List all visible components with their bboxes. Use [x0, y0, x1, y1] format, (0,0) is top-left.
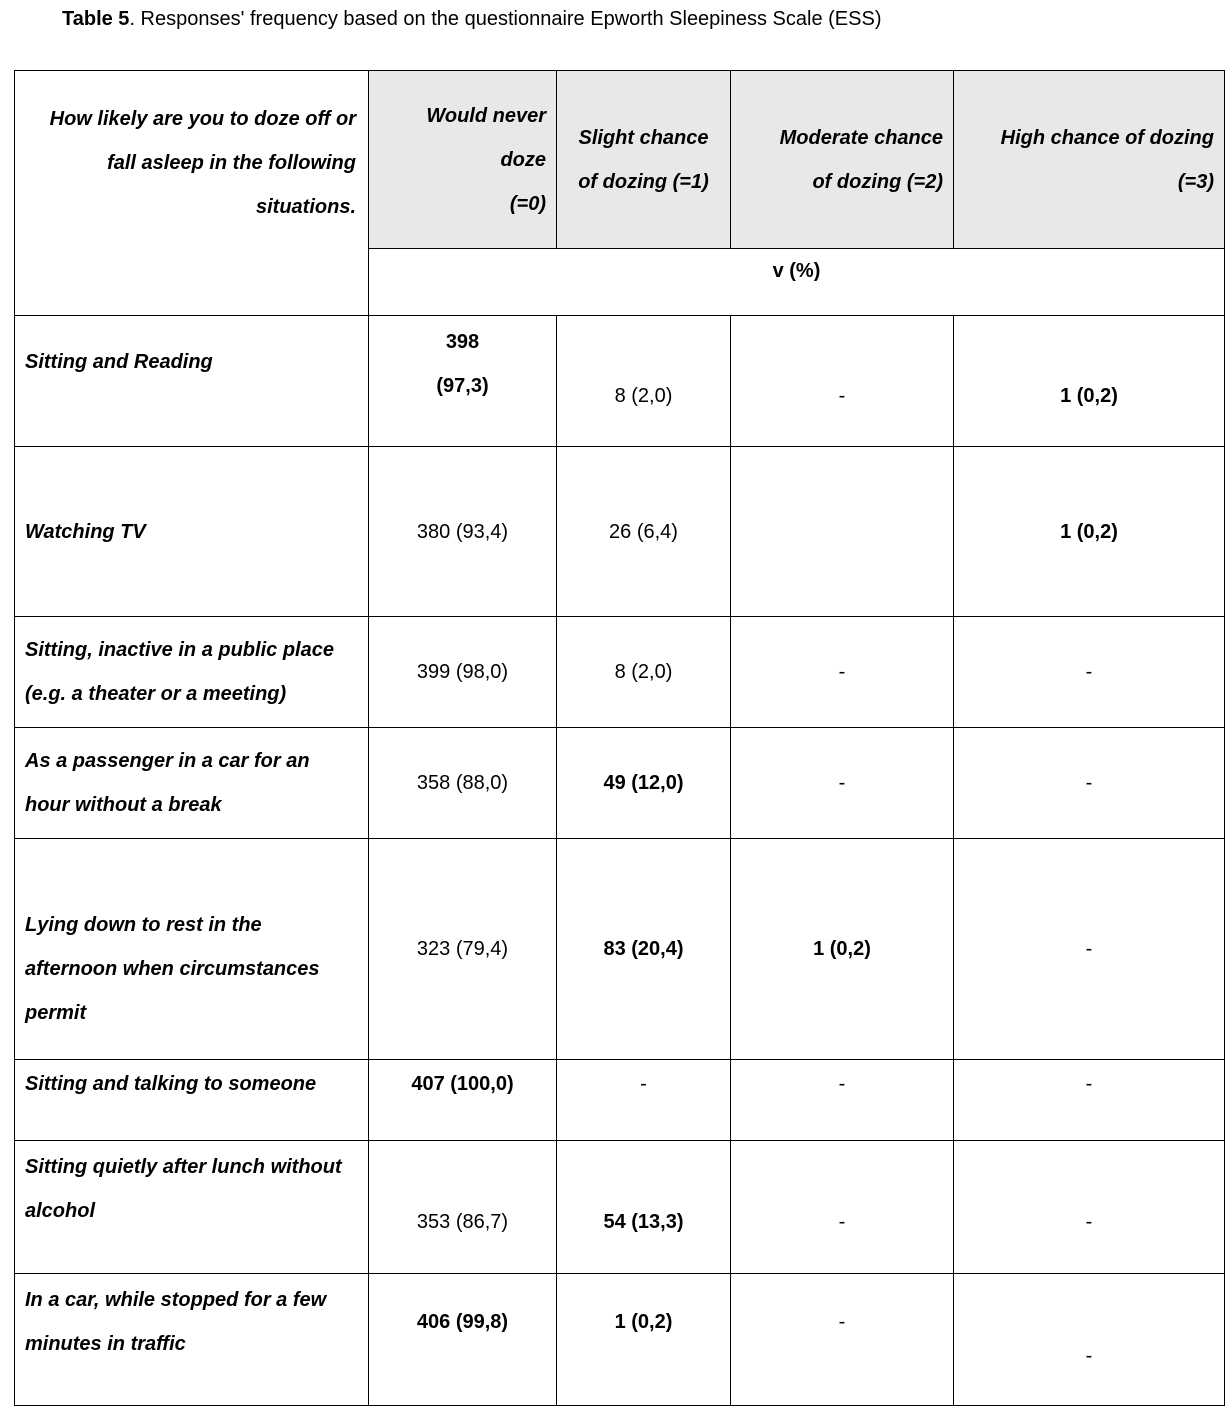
row-item: Sitting, inactive in a public place (e.g. a theater or a meeting): [15, 617, 369, 728]
cell-never: 407 (100,0): [369, 1060, 557, 1141]
cell-moderate: -: [731, 1274, 954, 1406]
table-row: [15, 839, 1225, 1060]
cell-slight: 49 (12,0): [557, 728, 731, 839]
cell-moderate: -: [731, 728, 954, 839]
cell-high: -: [954, 1274, 1225, 1406]
cell-slight: 83 (20,4): [557, 839, 731, 1060]
table-row: [15, 1141, 1225, 1274]
row-item: Sitting and Reading: [15, 316, 369, 447]
cell-moderate: [731, 447, 954, 617]
table-row: [15, 728, 1225, 839]
cell-slight: -: [557, 1060, 731, 1141]
row-item: Sitting quietly after lunch without alcohol: [15, 1141, 369, 1274]
cell-slight: 54 (13,3): [557, 1141, 731, 1274]
cell-never: 358 (88,0): [369, 728, 557, 839]
header-high-line1: High chance of dozing: [1000, 126, 1214, 149]
cell-moderate: -: [731, 617, 954, 728]
header-never: [369, 71, 557, 249]
cell-high: 1 (0,2): [954, 447, 1225, 617]
cell-moderate: -: [731, 316, 954, 447]
cell-moderate: -: [731, 1141, 954, 1274]
table-row: [15, 1060, 1225, 1141]
cell-never: 399 (98,0): [369, 617, 557, 728]
header-row: [15, 71, 1225, 249]
header-moderate: [731, 71, 954, 249]
cell-never: 406 (99,8): [369, 1274, 557, 1406]
header-moderate-line2: of dozing (=2): [812, 170, 943, 193]
header-never-line1: Would never: [426, 104, 546, 127]
table-row: [15, 617, 1225, 728]
row-item: As a passenger in a car for an hour without a break: [15, 728, 369, 839]
header-high: [954, 71, 1225, 249]
table-row: [15, 316, 1225, 447]
cell-slight: 8 (2,0): [557, 617, 731, 728]
header-never-line2: doze: [500, 148, 546, 171]
header-high-line2: (=3): [1177, 170, 1214, 193]
header-moderate-line1: Moderate chance: [779, 126, 943, 149]
cell-high: 1 (0,2): [954, 316, 1225, 447]
header-never-line3: (=0): [509, 192, 546, 215]
cell-high: -: [954, 617, 1225, 728]
table-label: Table 5: [62, 8, 130, 30]
ess-table: [14, 70, 1225, 1406]
table-row: [15, 1274, 1225, 1406]
cell-high: -: [954, 1141, 1225, 1274]
cell-slight: 8 (2,0): [557, 316, 731, 447]
cell-slight: 1 (0,2): [557, 1274, 731, 1406]
row-item: Watching TV: [15, 447, 369, 617]
table-caption: [62, 8, 881, 31]
table-caption-text: . Responses' frequency based on the questionnaire Epworth Sleepiness Scale (ESS): [129, 8, 882, 30]
cell-never: 323 (79,4): [369, 839, 557, 1060]
cell-never: 380 (93,4): [369, 447, 557, 617]
cell-slight: 26 (6,4): [557, 447, 731, 617]
table-row: [15, 447, 1225, 617]
cell-moderate: -: [731, 1060, 954, 1141]
unit-label: v (%): [369, 249, 1225, 316]
row-item: Sitting and talking to someone: [15, 1060, 369, 1141]
cell-high: -: [954, 728, 1225, 839]
cell-never: 353 (86,7): [369, 1141, 557, 1274]
header-slight: [557, 71, 731, 249]
header-slight-line1: Slight chance: [578, 126, 709, 149]
cell-never-line1: 398: [445, 331, 480, 353]
cell-never: [369, 316, 557, 447]
cell-high: -: [954, 839, 1225, 1060]
question-header: How likely are you to doze off or fall asleep in the following situations.: [15, 71, 369, 316]
cell-high: -: [954, 1060, 1225, 1141]
cell-never-line2: (97,3): [436, 375, 489, 397]
row-item: Lying down to rest in the afternoon when circumstances permit: [15, 839, 369, 1060]
header-slight-line2: of dozing (=1): [578, 170, 709, 193]
cell-moderate: 1 (0,2): [731, 839, 954, 1060]
row-item: In a car, while stopped for a few minutes in traffic: [15, 1274, 369, 1406]
